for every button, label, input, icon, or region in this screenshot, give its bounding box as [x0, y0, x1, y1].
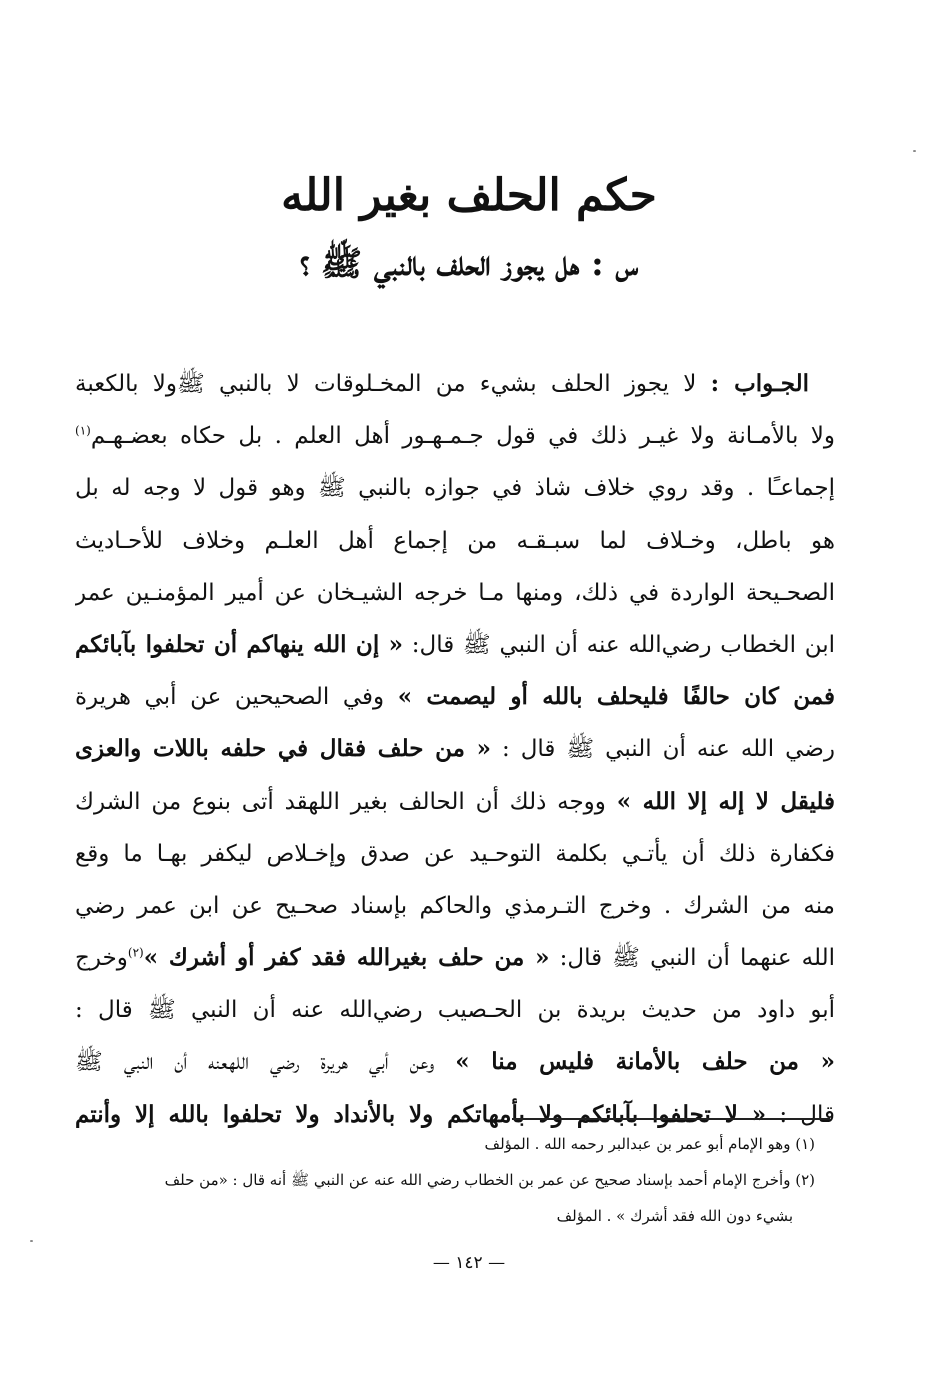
scan-speck	[30, 1240, 33, 1242]
footnote-2: (٢) وأخرج الإمام أحمد بإسناد صحيح عن عمر بن الخطاب رضي الله عنه عن النبي ﷺ أنه قال : «من حلف	[164, 1171, 815, 1189]
hadith-quote: فليقل لا إله إلا الله »	[616, 787, 835, 815]
footnote-1: (١) وهو الإمام أبو عمر بن عبدالبر رحمه الله . المؤلف	[484, 1135, 815, 1153]
body-line	[75, 462, 835, 514]
body-line	[75, 932, 835, 984]
body-text: رضي الله عنه أن النبي ﷺ قال :	[501, 736, 835, 763]
footnotes	[95, 1126, 815, 1234]
page-number: — ١٤٢ —	[432, 1253, 506, 1273]
question-heading: س : هل يجوز الحلف بالنبي ﷺ ؟	[299, 244, 639, 284]
footnote-ref: (١)	[75, 423, 91, 438]
body-line	[75, 515, 835, 567]
hadith-quote: « لا تحلفوا بآبائكم ولا بأمهاتكم ولا بالأنداد ولا تحلفوا بالله إلا وأنتم	[75, 1100, 767, 1128]
footnote-divider	[512, 1118, 830, 1120]
body-line	[75, 776, 835, 828]
hadith-quote: « إن الله ينهاكم أن تحلفوا بآبائكم	[75, 630, 404, 658]
body-text: إجماعـًا . وقد روي خلاف شاذ في جوازه بالنبي ﷺ وهو قول لا وجه له بل	[75, 475, 835, 502]
body-text: الله عنهما أن النبي ﷺ قال:	[559, 945, 835, 972]
body-text: قال :	[779, 1101, 835, 1128]
body-text: فكفارة ذلك أن يأتـي بكلمة التوحـيد عن صدق وإخـلاص ليكفر بهـا ما وقع	[75, 840, 835, 867]
body-text: وعن أبي هريرة رضي اللهعنه أن النبي ﷺ	[75, 1049, 435, 1076]
body-text: منه من الشرك . وخرج التـرمذي والحاكم بإسناد صحـيح عن ابن عمر رضي	[75, 892, 835, 919]
body-line	[75, 410, 835, 462]
body-line	[75, 1036, 835, 1088]
body-text: الصحـيحة الواردة في ذلك، ومنها مـا خرجه الشيـخان عن أمير المؤمنـين عمر	[75, 579, 835, 606]
body-text: وفي الصحيحين عن أبي هريرة	[75, 684, 385, 711]
answer-label: الجـواب :	[710, 370, 810, 397]
body-line	[75, 671, 835, 723]
body-line	[75, 828, 835, 880]
body-line	[75, 567, 835, 619]
body-text: أبو داود من حديث بريدة بن الحـصيب رضي‌الله عنه أن النبي ﷺ قال :	[75, 997, 835, 1024]
body-text: لا يجوز الحلف بشيء من المخـلوقات لا بالنبي ﷺولا بالكعبة	[75, 371, 697, 397]
answer-body	[75, 358, 835, 1141]
body-text: وخرج	[75, 945, 128, 972]
hadith-quote: « من حلف فقال في حلفه باللات والعزى	[75, 735, 491, 763]
body-line	[75, 880, 835, 932]
hadith-quote: « من حلف بالأمانة فليس منا »	[455, 1048, 835, 1076]
page-title: حكم الحلف بغير الله	[281, 170, 657, 221]
body-text: ابن الخطاب رضي‌الله عنه أن النبي ﷺ قال:	[411, 631, 835, 658]
scan-speck	[913, 150, 916, 152]
body-text: هو باطل، وخـلاف لما سبـقـه من إجماع أهل العلـم وخلاف للأحـاديث	[75, 527, 835, 554]
body-line	[75, 358, 835, 410]
body-line	[75, 619, 835, 671]
footnote-2-continued: بشيء دون الله فقد أشرك » . المؤلف	[556, 1207, 793, 1225]
body-text: ووجه ذلك أن الحالف بغير اللهقد أتى بنوع من الشرك	[75, 788, 606, 815]
hadith-quote: « من حلف بغيرالله فقد كفر أو أشرك »	[143, 944, 550, 972]
body-line	[75, 723, 835, 775]
body-text: ولا بالأمـانة ولا غيـر ذلك في قول جـمـهـور أهل العلم . بل حكاه بعضـهـم	[90, 423, 835, 450]
body-line	[75, 984, 835, 1036]
footnote-ref: (٢)	[127, 945, 144, 960]
hadith-quote: فمن كان حالفًا فليحلف بالله أو ليصمت »	[397, 683, 835, 711]
